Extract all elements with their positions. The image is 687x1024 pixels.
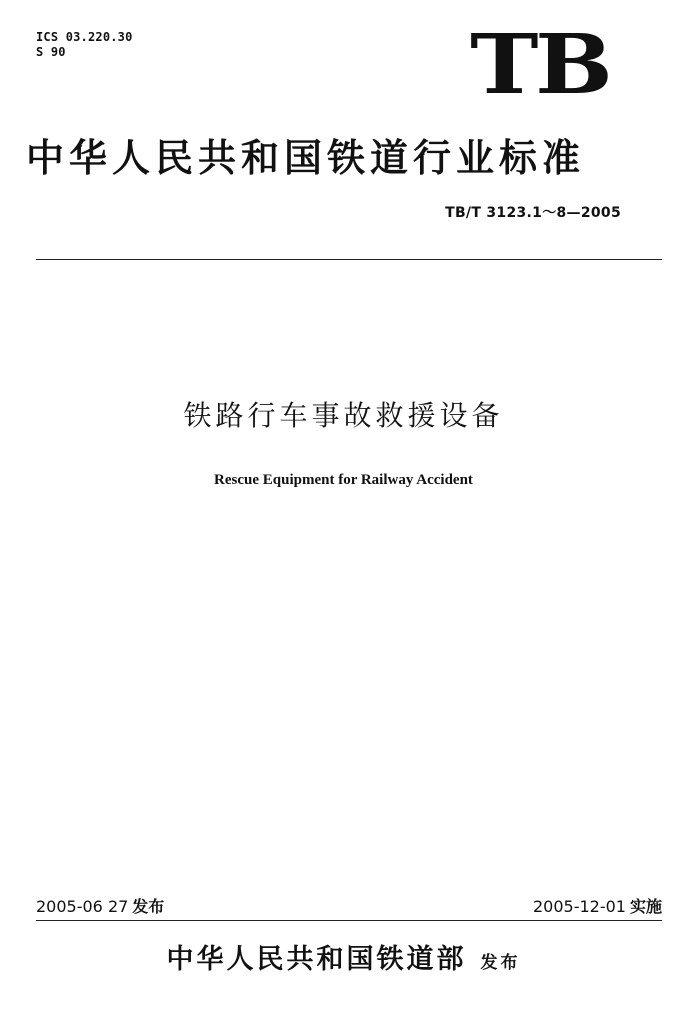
implementation-date-row (533, 896, 662, 918)
standard-category-title: 中华人民共和国铁道行业标准 (26, 135, 586, 180)
standard-number: TB/T 3123.1～8—2005 (445, 205, 621, 221)
footer-divider (36, 920, 662, 921)
document-title-cn: 铁路行车事故救援设备 (183, 399, 504, 432)
issue-date: 2005-06 27 (36, 897, 129, 916)
publisher-line (0, 940, 687, 980)
publisher-name: 中华人民共和国铁道部 (166, 944, 467, 975)
document-title-en: Rescue Equipment for Railway Accident (214, 472, 473, 488)
issue-date-row (36, 896, 164, 918)
classification-codes (36, 30, 133, 60)
publish-label: 发布 (480, 953, 521, 973)
implementation-label: 实施 (629, 897, 662, 916)
ics-code: ICS 03.220.30 (36, 30, 133, 44)
issue-label: 发布 (132, 897, 165, 916)
header-divider (36, 259, 662, 260)
tb-logo: TB (469, 17, 609, 113)
classification-code: S 90 (36, 45, 66, 59)
implementation-date: 2005-12-01 (533, 897, 626, 916)
